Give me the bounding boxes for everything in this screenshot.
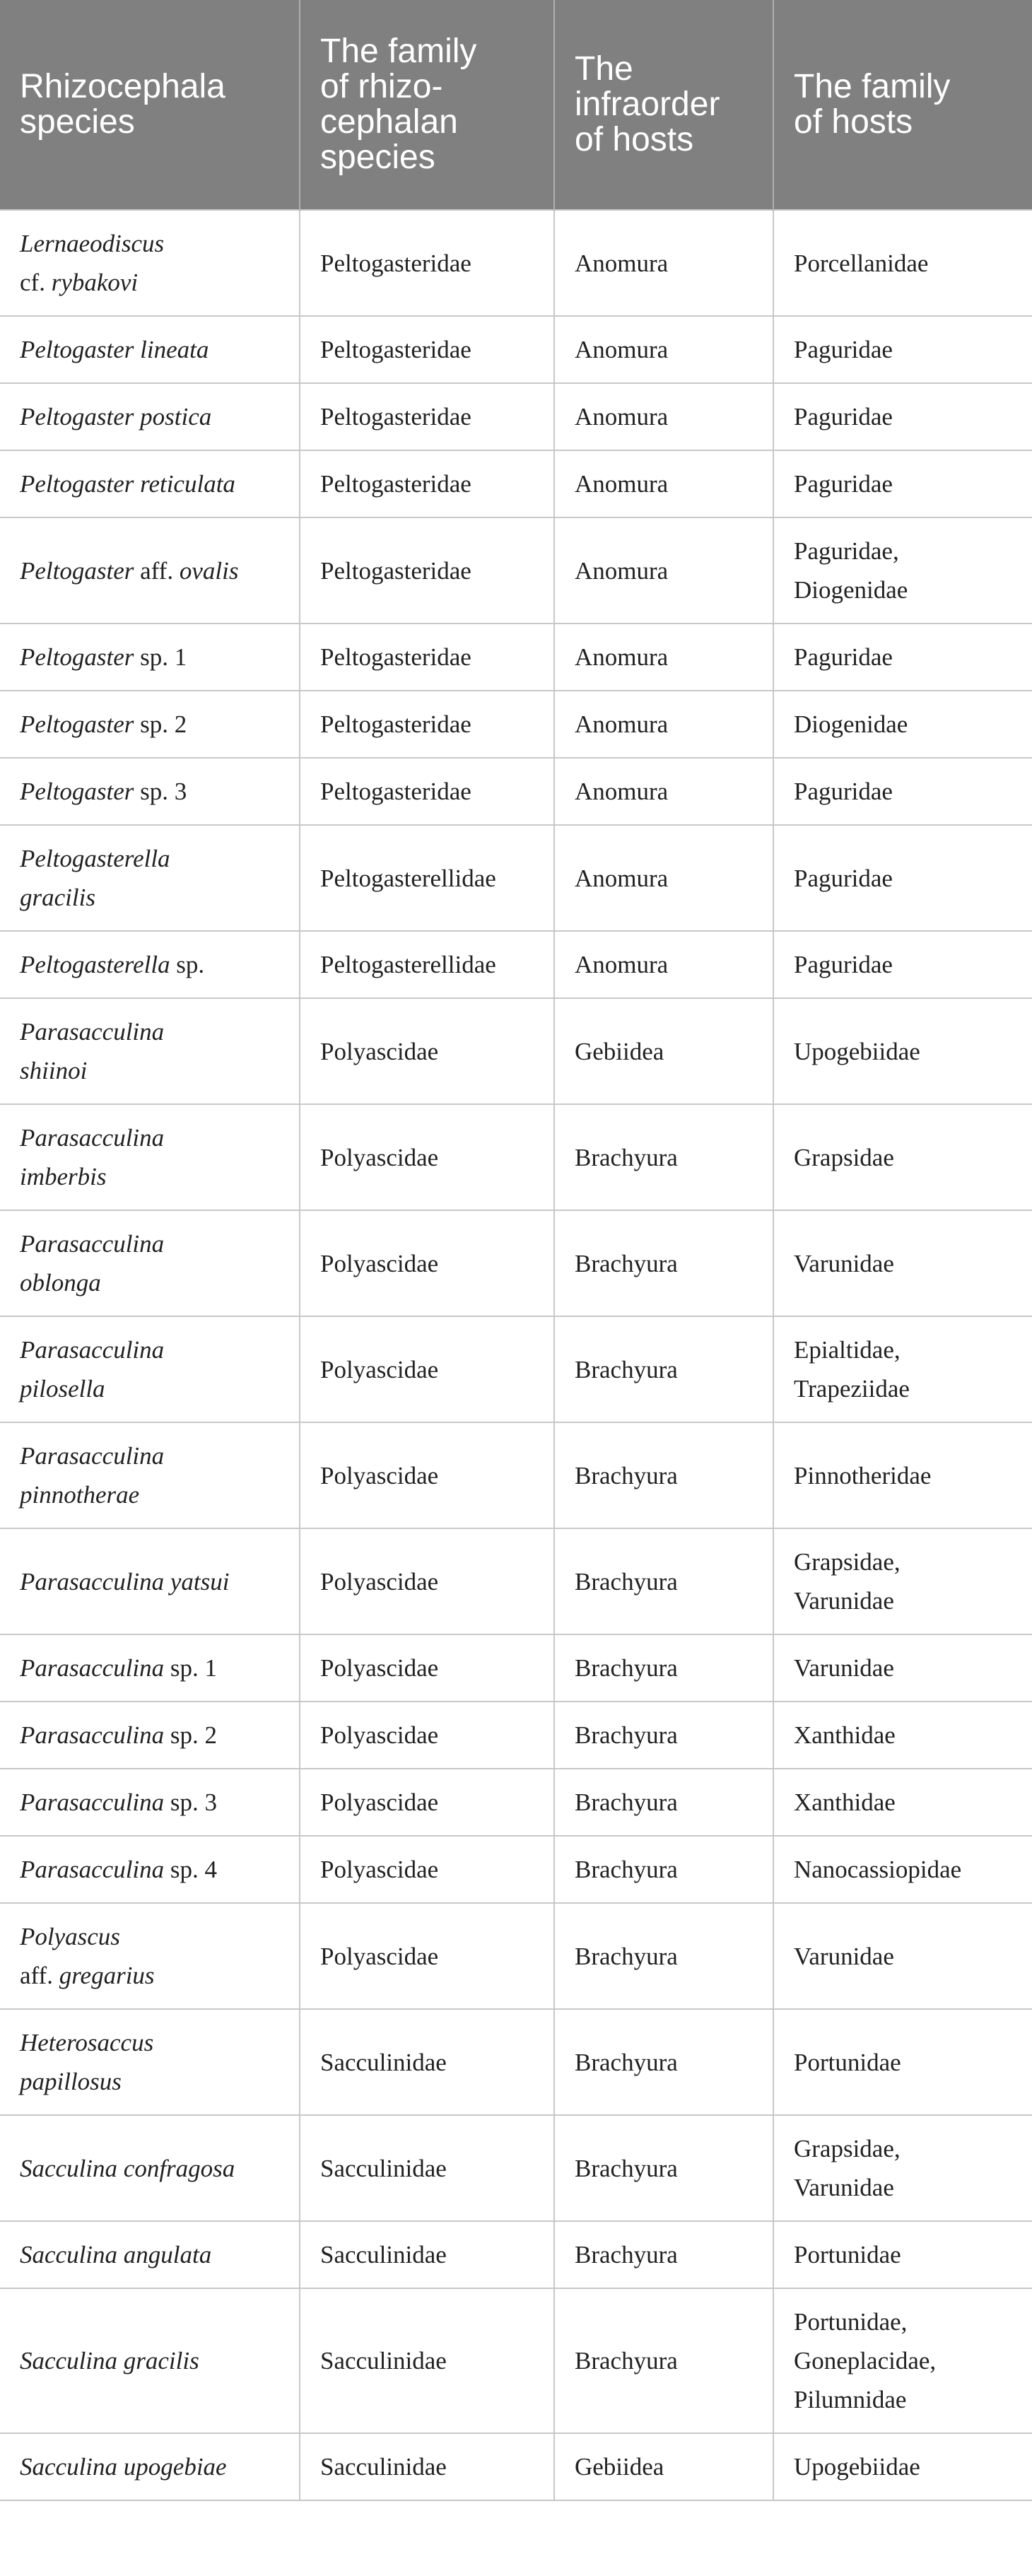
host-family-cell: Grapsidae, Varunidae [773, 2115, 1032, 2221]
host-family-cell: Paguridae [773, 825, 1032, 931]
host-family-cell: Portunidae [773, 2009, 1032, 2115]
host-family-cell: Portunidae, Goneplacidae, Pilumnidae [773, 2288, 1032, 2433]
host-infraorder-cell: Anomura [554, 825, 773, 931]
host-infraorder-cell: Brachyura [554, 2221, 773, 2288]
species-cell [0, 1634, 300, 1702]
host-infraorder-cell: Brachyura [554, 1422, 773, 1528]
rhizocephalan-family-cell: Peltogasteridae [300, 383, 554, 450]
host-infraorder-cell: Brachyura [554, 2288, 773, 2433]
host-infraorder-cell: Anomura [554, 450, 773, 517]
species-qualifier [117, 2347, 124, 2375]
species-genus: Heterosaccus [20, 2029, 154, 2056]
table-row [0, 691, 1032, 758]
host-infraorder-cell: Anomura [554, 210, 773, 316]
species-cell [0, 316, 300, 383]
rhizocephalan-family-cell: Polyascidae [300, 1528, 554, 1634]
host-family-cell: Pinnotheridae [773, 1422, 1032, 1528]
species-qualifier [117, 2155, 124, 2182]
rhizocephalan-family-cell: Polyascidae [300, 1769, 554, 1836]
species-genus: Sacculina [20, 2347, 118, 2375]
species-genus: Parasacculina [20, 1336, 165, 1364]
table-row [0, 2115, 1032, 2221]
table-row [0, 210, 1032, 316]
host-family-cell: Epialtidae, Trapeziidae [773, 1316, 1032, 1422]
table-row [0, 1104, 1032, 1210]
species-qualifier: sp. 2 [164, 1721, 218, 1749]
species-epithet: shiinoi [20, 1057, 88, 1084]
species-qualifier: aff. [134, 556, 180, 585]
rhizocephalan-family-cell: Polyascidae [300, 1836, 554, 1903]
species-epithet: papillosus [20, 2068, 122, 2095]
table-body [0, 210, 1032, 2500]
host-family-cell: Portunidae [773, 2221, 1032, 2288]
table-row [0, 1528, 1032, 1634]
rhizocephalan-family-cell: Sacculinidae [300, 2221, 554, 2288]
species-cell [0, 2115, 300, 2221]
host-family-cell: Varunidae [773, 1903, 1032, 2009]
species-cell [0, 691, 300, 758]
table-row [0, 623, 1032, 691]
species-epithet: pinnotherae [20, 1481, 140, 1509]
species-genus: Parasacculina [20, 1567, 165, 1596]
header-species: Rhizocephala species [0, 0, 300, 210]
host-infraorder-cell: Anomura [554, 316, 773, 383]
species-epithet: gracilis [123, 2347, 199, 2375]
species-cell [0, 623, 300, 691]
table-row [0, 517, 1032, 623]
species-cell [0, 2221, 300, 2288]
species-genus: Parasacculina [20, 1442, 165, 1470]
table-row [0, 931, 1032, 998]
host-family-cell: Paguridae [773, 623, 1032, 691]
rhizocephalan-family-cell: Peltogasterellidae [300, 825, 554, 931]
rhizocephalan-family-cell: Polyascidae [300, 1422, 554, 1528]
species-epithet: pilosella [20, 1375, 105, 1403]
rhizocephalan-family-cell: Peltogasteridae [300, 517, 554, 623]
table-row [0, 758, 1032, 825]
host-family-cell: Paguridae [773, 758, 1032, 825]
species-qualifier: sp. [170, 951, 205, 978]
species-epithet: upogebiae [123, 2453, 227, 2481]
host-infraorder-cell: Brachyura [554, 2009, 773, 2115]
species-cell [0, 931, 300, 998]
table-row [0, 1836, 1032, 1903]
table-row [0, 450, 1032, 517]
species-genus: Peltogaster [20, 778, 134, 805]
host-family-cell: Varunidae [773, 1210, 1032, 1316]
host-family-cell: Porcellanidae [773, 210, 1032, 316]
species-cell [0, 758, 300, 825]
species-qualifier: sp. 3 [164, 1788, 218, 1816]
species-qualifier: cf. [20, 269, 45, 296]
rhizocephalan-family-cell: Peltogasteridae [300, 758, 554, 825]
rhizocephalan-family-cell: Polyascidae [300, 998, 554, 1104]
host-family-cell: Diogenidae [773, 691, 1032, 758]
rhizocephalan-family-cell: Peltogasteridae [300, 210, 554, 316]
host-infraorder-cell: Brachyura [554, 1316, 773, 1422]
species-qualifier: sp. 2 [134, 710, 187, 738]
species-genus: Parasacculina [20, 1654, 165, 1682]
species-epithet: imberbis [20, 1163, 107, 1190]
species-genus: Peltogaster [20, 710, 134, 738]
rhizocephalan-family-cell: Peltogasteridae [300, 450, 554, 517]
host-family-cell: Paguridae [773, 931, 1032, 998]
species-epithet: confragosa [123, 2154, 235, 2182]
host-family-cell: Xanthidae [773, 1769, 1032, 1836]
species-genus: Peltogasterella [20, 951, 170, 978]
species-epithet: lineata [140, 336, 209, 363]
header-row [0, 0, 1032, 210]
species-genus: Parasacculina [20, 1230, 165, 1258]
species-genus: Sacculina [20, 2154, 118, 2182]
table-row [0, 1422, 1032, 1528]
species-cell [0, 1836, 300, 1903]
species-epithet: angulata [123, 2241, 212, 2268]
species-cell [0, 450, 300, 517]
host-infraorder-cell: Anomura [554, 623, 773, 691]
host-infraorder-cell: Brachyura [554, 1836, 773, 1903]
species-genus: Sacculina [20, 2453, 118, 2481]
rhizocephalan-family-cell: Sacculinidae [300, 2009, 554, 2115]
host-family-cell: Grapsidae, Varunidae [773, 1528, 1032, 1634]
species-qualifier [117, 2241, 124, 2268]
host-infraorder-cell: Brachyura [554, 1702, 773, 1769]
table-row [0, 2433, 1032, 2500]
species-qualifier: sp. 1 [164, 1654, 218, 1682]
species-genus: Peltogaster [20, 403, 134, 431]
table-row [0, 316, 1032, 383]
table-row [0, 1210, 1032, 1316]
species-epithet: gregarius [59, 1962, 155, 1989]
host-family-cell: Paguridae [773, 316, 1032, 383]
species-qualifier [164, 1568, 170, 1596]
header-host-infraorder: The infraorder of hosts [554, 0, 773, 210]
rhizocephalan-family-cell: Sacculinidae [300, 2115, 554, 2221]
rhizocephalan-family-cell: Sacculinidae [300, 2433, 554, 2500]
species-cell [0, 1210, 300, 1316]
host-infraorder-cell: Anomura [554, 383, 773, 450]
species-qualifier [134, 403, 140, 431]
rhizocephalan-family-cell: Polyascidae [300, 1634, 554, 1702]
species-genus: Peltogaster [20, 336, 134, 363]
header-rhizocephalan-family: The family of rhizo- cephalan species [300, 0, 554, 210]
species-epithet: ovalis [179, 556, 239, 585]
species-epithet: rybakovi [51, 269, 139, 296]
species-cell [0, 998, 300, 1104]
host-infraorder-cell: Anomura [554, 517, 773, 623]
host-infraorder-cell: Brachyura [554, 1769, 773, 1836]
species-epithet: postica [140, 403, 212, 431]
rhizocephalan-family-cell: Peltogasteridae [300, 691, 554, 758]
host-infraorder-cell: Brachyura [554, 2115, 773, 2221]
table-row [0, 2288, 1032, 2433]
rhizocephalan-family-cell: Peltogasteridae [300, 623, 554, 691]
host-family-cell: Paguridae, Diogenidae [773, 517, 1032, 623]
species-epithet: gracilis [20, 884, 95, 911]
table-row [0, 383, 1032, 450]
species-qualifier: sp. 4 [164, 1856, 218, 1883]
species-genus: Peltogaster [20, 470, 134, 498]
species-cell [0, 2009, 300, 2115]
host-infraorder-cell: Brachyura [554, 1528, 773, 1634]
species-qualifier [117, 2453, 124, 2481]
host-infraorder-cell: Gebiidea [554, 2433, 773, 2500]
table-row [0, 1702, 1032, 1769]
rhizocephalan-family-cell: Peltogasterellidae [300, 931, 554, 998]
species-cell [0, 1316, 300, 1422]
table-row [0, 2009, 1032, 2115]
host-infraorder-cell: Anomura [554, 691, 773, 758]
table-row [0, 825, 1032, 931]
species-epithet: oblonga [20, 1269, 101, 1296]
species-epithet: yatsui [170, 1567, 230, 1596]
rhizocephalan-family-cell: Polyascidae [300, 1702, 554, 1769]
species-genus: Parasacculina [20, 1018, 165, 1046]
host-infraorder-cell: Brachyura [554, 1634, 773, 1702]
species-cell [0, 1903, 300, 2009]
species-cell [0, 517, 300, 623]
species-cell [0, 1702, 300, 1769]
species-cell [0, 383, 300, 450]
species-genus: Peltogaster [20, 556, 134, 585]
rhizocephalan-family-cell: Peltogasteridae [300, 316, 554, 383]
host-family-cell: Upogebiidae [773, 2433, 1032, 2500]
host-family-cell: Upogebiidae [773, 998, 1032, 1104]
host-family-cell: Paguridae [773, 383, 1032, 450]
species-cell [0, 1528, 300, 1634]
table-row [0, 998, 1032, 1104]
species-qualifier [134, 470, 140, 498]
species-genus: Peltogasterella [20, 845, 170, 872]
species-genus: Polyascus [20, 1923, 120, 1950]
rhizocephalan-family-cell: Polyascidae [300, 1316, 554, 1422]
host-infraorder-cell: Anomura [554, 931, 773, 998]
table-row [0, 1316, 1032, 1422]
species-cell [0, 1422, 300, 1528]
species-epithet: reticulata [140, 470, 235, 498]
rhizocephalan-family-cell: Polyascidae [300, 1210, 554, 1316]
species-cell [0, 825, 300, 931]
host-family-cell: Xanthidae [773, 1702, 1032, 1769]
species-genus: Parasacculina [20, 1856, 165, 1883]
species-cell [0, 2288, 300, 2433]
species-cell [0, 2433, 300, 2500]
table-row [0, 2221, 1032, 2288]
rhizocephalan-family-cell: Sacculinidae [300, 2288, 554, 2433]
species-qualifier: sp. 3 [134, 778, 187, 805]
host-infraorder-cell: Brachyura [554, 1903, 773, 2009]
species-qualifier: aff. [20, 1962, 53, 1989]
species-genus: Sacculina [20, 2241, 118, 2268]
table-row [0, 1634, 1032, 1702]
species-cell [0, 1104, 300, 1210]
host-family-cell: Varunidae [773, 1634, 1032, 1702]
rhizocephalan-family-cell: Polyascidae [300, 1104, 554, 1210]
host-family-cell: Paguridae [773, 450, 1032, 517]
table-row [0, 1769, 1032, 1836]
host-family-cell: Grapsidae [773, 1104, 1032, 1210]
rhizocephalan-family-cell: Polyascidae [300, 1903, 554, 2009]
host-family-cell: Nanocassiopidae [773, 1836, 1032, 1903]
host-infraorder-cell: Brachyura [554, 1104, 773, 1210]
host-infraorder-cell: Gebiidea [554, 998, 773, 1104]
species-qualifier [134, 336, 140, 363]
species-genus: Parasacculina [20, 1788, 165, 1816]
header-host-family: The family of hosts [773, 0, 1032, 210]
species-genus: Parasacculina [20, 1124, 165, 1152]
species-genus: Lernaeodiscus [20, 230, 165, 257]
species-genus: Peltogaster [20, 643, 134, 671]
species-qualifier: sp. 1 [134, 643, 187, 671]
host-infraorder-cell: Anomura [554, 758, 773, 825]
species-cell [0, 1769, 300, 1836]
species-genus: Parasacculina [20, 1721, 165, 1749]
host-infraorder-cell: Brachyura [554, 1210, 773, 1316]
table-row [0, 1903, 1032, 2009]
species-cell [0, 210, 300, 316]
